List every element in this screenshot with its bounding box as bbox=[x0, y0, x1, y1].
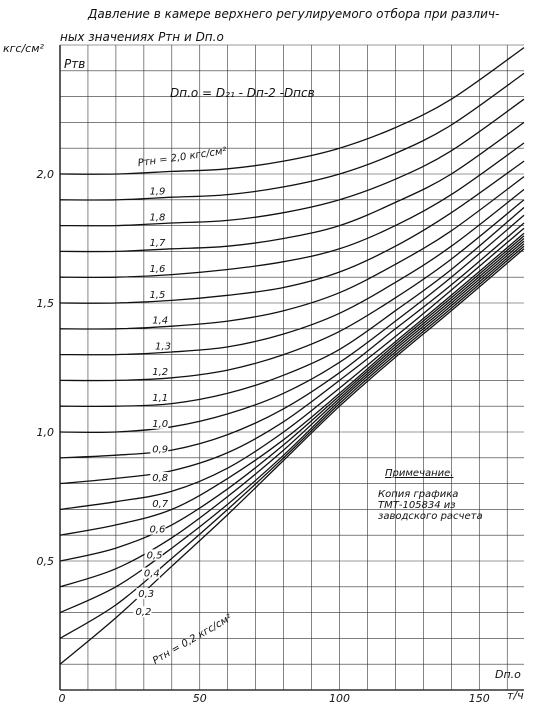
axis-ticks bbox=[37, 168, 490, 704]
y-tick-label: 0,5 bbox=[36, 555, 54, 568]
series-line bbox=[60, 200, 524, 381]
curve-label: 0,9 bbox=[152, 444, 169, 456]
series-line bbox=[60, 223, 524, 458]
series-line bbox=[60, 99, 524, 226]
note-line-2: ТМТ-105834 из bbox=[378, 500, 456, 511]
curve-label: 1,9 bbox=[149, 186, 166, 198]
curve-label: 1,3 bbox=[155, 341, 171, 353]
curve-label: 1,4 bbox=[152, 315, 169, 327]
note-heading: Примечание. bbox=[385, 468, 454, 479]
x-tick-label: 150 bbox=[468, 692, 490, 704]
series-line bbox=[60, 215, 524, 432]
curve-label: 0,3 bbox=[138, 589, 155, 601]
curve-label: 1,0 bbox=[152, 418, 169, 430]
chart-title-line2: ных значениях Pтн и Dп.о bbox=[60, 30, 224, 44]
curve-label: 0,2 bbox=[135, 607, 152, 619]
curve-label: 1,7 bbox=[149, 238, 166, 250]
note-line-1: Копия графика bbox=[378, 489, 459, 500]
x-tick-label: 50 bbox=[192, 692, 207, 704]
y-tick-label: 2,0 bbox=[36, 168, 54, 181]
curve-label: Pтн = 2,0 кгс/см² bbox=[137, 145, 228, 170]
curve-label: 1,2 bbox=[152, 367, 169, 379]
curve-label: 0,8 bbox=[152, 473, 169, 485]
series-line bbox=[60, 244, 524, 613]
curve-label: 0,4 bbox=[143, 568, 160, 580]
chart-title-line1: Давление в камере верхнего регулируемого отбора при различ- bbox=[88, 7, 500, 21]
curve-label: Pтн = 0,2 кгс/см² bbox=[151, 612, 234, 667]
note-line-3: заводского расчета bbox=[378, 511, 483, 522]
series-line bbox=[60, 249, 524, 664]
curve-label: 0,7 bbox=[152, 498, 169, 510]
curve-label: 1,1 bbox=[152, 393, 169, 405]
x-axis-label: Dп.о bbox=[495, 668, 521, 681]
curve-label: 0,5 bbox=[146, 550, 163, 562]
y-tick-label: 1,5 bbox=[36, 297, 54, 310]
curve-label: 0,6 bbox=[149, 524, 166, 536]
curve-label: 1,6 bbox=[149, 264, 166, 276]
y-axis-label: Pтв bbox=[64, 57, 86, 71]
formula-label: Dп.о = D₂₁ - Dп-2 -Dпсв bbox=[170, 86, 315, 100]
series-line bbox=[60, 48, 524, 175]
x-tick-label: 100 bbox=[329, 692, 351, 704]
curve-label: 1,5 bbox=[149, 289, 166, 301]
x-axis-unit: т/ч bbox=[507, 689, 524, 702]
series-line bbox=[60, 190, 524, 355]
curve-label: 1,8 bbox=[149, 212, 166, 224]
grid bbox=[60, 45, 524, 690]
y-tick-label: 1,0 bbox=[36, 426, 54, 439]
curves bbox=[60, 48, 524, 665]
series-line bbox=[60, 122, 524, 251]
x-tick-label: 0 bbox=[58, 692, 66, 704]
y-axis-unit: кгс/см² bbox=[3, 42, 44, 55]
